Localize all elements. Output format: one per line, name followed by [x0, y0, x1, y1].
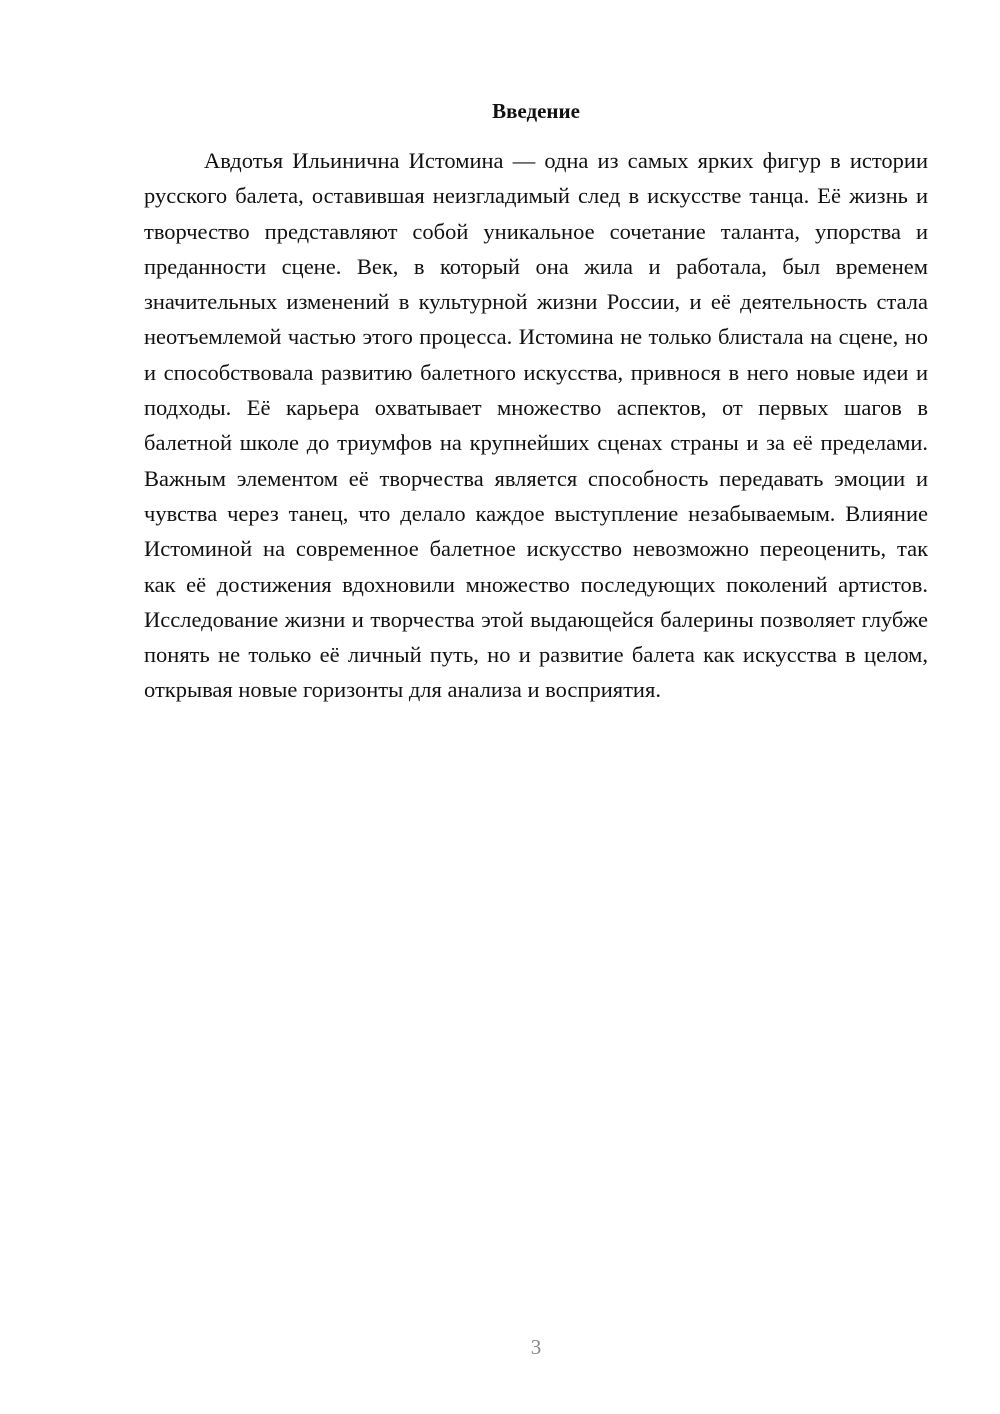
section-heading: Введение: [492, 99, 580, 123]
body-paragraph: Авдотья Ильинична Истомина — одна из самых ярких фигур в истории русского балета, оставившая неизгладимый след в искусстве танца. Её жизнь и творчество представляют собой уникальное сочетание таланта, упорства и преданности сцене. Век, в который она жила и работала, был временем значительных изменений в культурной жизни России, и её деятельность стала неотъемлемой частью этого процесса. Истомина не только блистала на сцене, но и способствовала развитию балетного искусства, привнося в него новые идеи и подходы. Её карьера охватывает множество аспектов, от первых шагов в балетной школе до триумфов на крупнейших сценах страны и за её пределами. Важным элементом её творчества является способность передавать эмоции и чувства через танец, что делало каждое выступление незабываемым. Влияние Истоминой на современное балетное искусство невозможно переоценить, так как её достижения вдохновили множество последующих поколений артистов. Исследование жизни и творчества этой выдающейся балерины позволяет глубже понять не только её личный путь, но и развитие балета как искусства в целом, открывая новые горизонты для анализа и восприятия.: [144, 148, 928, 703]
page-number: 3: [530, 1335, 542, 1359]
